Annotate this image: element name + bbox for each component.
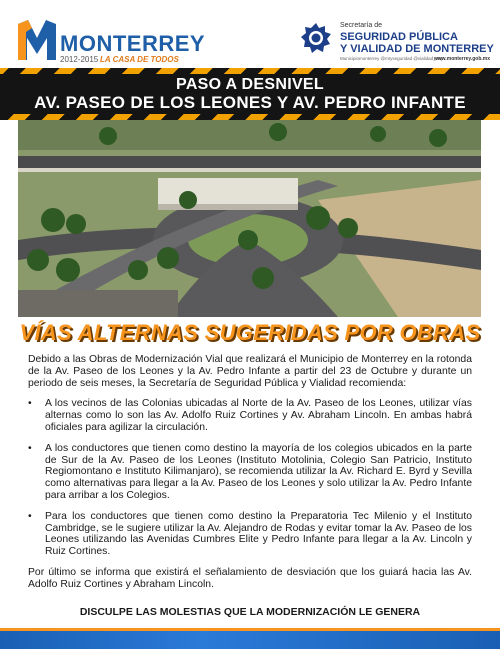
bullet-text: A los vecinos de las Colonias ubicadas al Norte de la Av. Paseo de los Leones, utilizar vías alternas como lo son las Av. Adolfo Ruiz Cortines y Av. Abraham Lincoln. En ambas habrá oficiales para agilizar la circulación. bbox=[45, 398, 472, 433]
brand-slogan: LA CASA DE TODOS bbox=[100, 55, 179, 64]
social-handles: Municipiomonterrey @mtyseguridad @vialidad_mty bbox=[340, 56, 443, 61]
bullet-text: A los conductores que tienen como destino la mayoría de los colegios ubicados en la parte de Sur de la Av. Paseo de los Leones (Instituto Motolinia, Colegio San Patricio, Instituto Regiomontano e Instituto Kilimanjaro), se recomienda utilizar la Av. Richard E. Byrd y Sevilla como alternativas para llegar a la Av. Paseo de los Leones y solo utilizar la Av. Pedro Infante para arribar a los Colegios. bbox=[45, 442, 472, 501]
bullet-text: Para los conductores que tienen como destino la Preparatoria Tec Milenio y el Instituto Cambridge, se le sugiere utilizar la Av. Alejandro de Rodas y evitar tomar la Av. Paseo de los Leones utilizando las Avenidas Cumbres Elite y Pedro Infante para llegar a la Av. Lincoln y Ruiz Cortines. bbox=[45, 510, 472, 558]
bullet-icon: • bbox=[28, 398, 32, 410]
list-item bbox=[28, 511, 472, 558]
monterrey-m-logo-icon bbox=[16, 18, 58, 62]
secretaria-logo bbox=[300, 22, 494, 64]
bullet-icon: • bbox=[28, 442, 32, 454]
brand-name: MONTERREY bbox=[60, 31, 206, 56]
outro-paragraph: Por último se informa que existirá el señalamiento de desviación que los guiará hacia las Av. Adolfo Ruiz Cortines y Abraham Lincoln. bbox=[28, 566, 472, 590]
bullet-icon: • bbox=[28, 510, 32, 522]
list-item bbox=[28, 443, 472, 502]
overpass-rendering-image bbox=[18, 120, 481, 317]
list-item bbox=[28, 398, 472, 433]
header bbox=[0, 0, 500, 68]
intro-paragraph: Debido a las Obras de Modernización Vial que realizará el Municipio de Monterrey en la rotonda de la Av. Paseo de los Leones y la Av. Pedro Infante a partir del 23 de Octubre y durante un periodo de seis meses, la Secretaría de Seguridad Pública y Vialidad recomienda: bbox=[28, 354, 472, 389]
brand-years: 2012-2015 bbox=[60, 55, 99, 64]
police-badge-icon bbox=[300, 22, 332, 54]
section-heading-text: VÍAS ALTERNAS SUGERIDAS POR OBRAS bbox=[19, 320, 481, 345]
notice-body bbox=[28, 354, 472, 600]
secretaria-label: Secretaría de bbox=[340, 22, 383, 29]
secretaria-name-line1: SEGURIDAD PÚBLICA bbox=[340, 31, 458, 43]
section-heading bbox=[0, 318, 500, 352]
banner-title-line1: PASO A DESNIVEL bbox=[176, 76, 324, 93]
website-link[interactable]: www.monterrey.gob.mx bbox=[433, 56, 490, 62]
footer-bar bbox=[0, 628, 500, 649]
banner-title-line2: AV. PASEO DE LOS LEONES Y AV. PEDRO INFANTE bbox=[34, 93, 466, 112]
closing-message: DISCULPE LAS MOLESTIAS QUE LA MODERNIZACIÓN LE GENERA bbox=[79, 606, 421, 618]
footer-accent-stripe bbox=[0, 628, 500, 631]
title-banner bbox=[0, 68, 500, 120]
secretaria-name-line2: Y VIALIDAD DE MONTERREY bbox=[340, 43, 494, 55]
monterrey-logo bbox=[16, 18, 226, 64]
